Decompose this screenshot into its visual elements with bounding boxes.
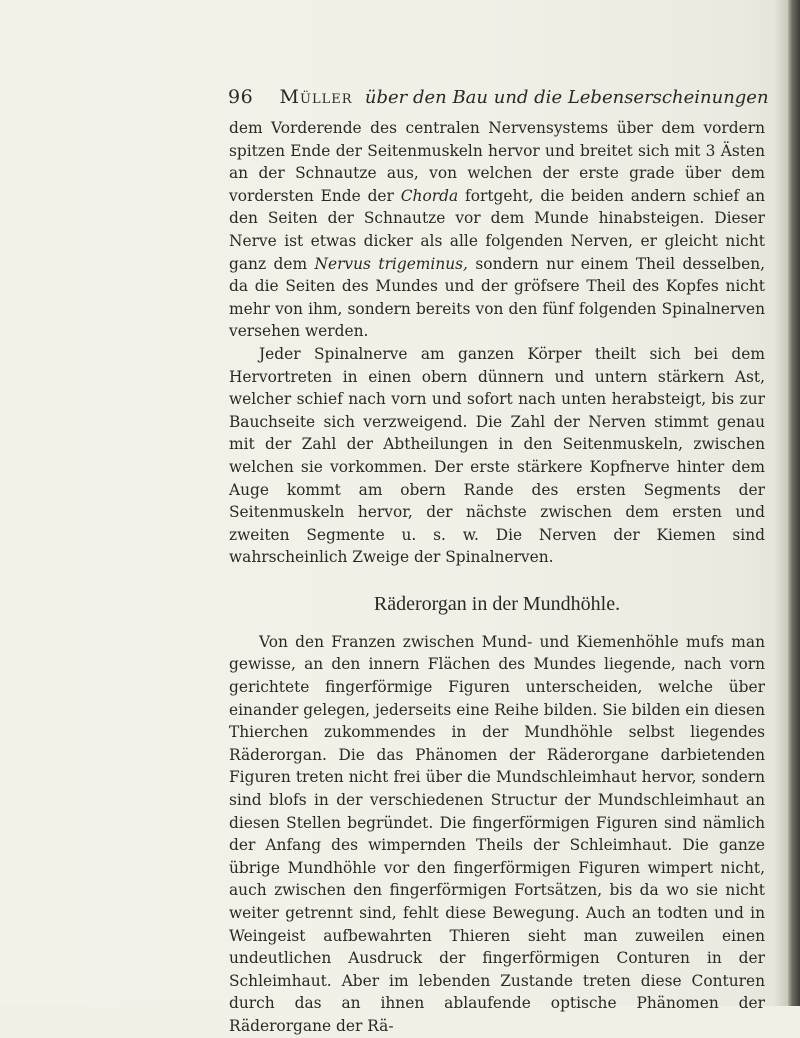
page-number: 96 bbox=[228, 86, 254, 108]
paragraph-1-text-c: sondern nur einem Theil desselben, da die Seiten des Mundes und der gröfsere Theil des Kopfes nicht mehr von ihm, sondern bereits von den fünf folgenden Spinalnerven versehen werden. bbox=[229, 254, 766, 341]
paragraph-1-emphasis-chorda: Chorda bbox=[400, 186, 459, 205]
body-text bbox=[229, 117, 765, 1038]
running-header-title: über den Bau und die Lebenserscheinungen bbox=[364, 87, 769, 108]
paragraph-1 bbox=[229, 117, 765, 343]
running-header bbox=[228, 84, 769, 112]
page-gutter-shadow bbox=[774, 0, 788, 1006]
section-heading: Räderorgan in der Mundhöhle. bbox=[373, 592, 621, 615]
paragraph-1-text-a: dem Vorderende des centralen Nervensystems über dem vordern spitzen Ende der Seitenmuskeln hervor und breitet sich mit 3 Ästen an der Schnautze aus, von welchen der erste grade über dem vordersten Ende der bbox=[229, 119, 765, 205]
paragraph-1-text-b: fortgeht, die beiden andern schief an den Seiten der Schnautze vor dem Munde hinabsteigen. Dieser Nerve ist etwas dicker als alle folgenden Nerven, er gleicht nicht ganz dem bbox=[229, 186, 765, 273]
paragraph-1-emphasis-nervus: Nervus trigeminus, bbox=[314, 254, 468, 273]
running-header-author: Müller bbox=[279, 86, 353, 108]
section-paragraph: Von den Franzen zwischen Mund- und Kiemenhöhle mufs man gewisse, an den innern Flächen des Mundes liegende, nach vorn gerichtete fingerförmige Figuren unterscheiden, welche über einander gelegen, jederseits eine Reihe bilden. Sie bilden ein diesen Thierchen zukommendes in der Mundhöhle selbst liegendes Räderorgan. Die das Phänomen der Räderorgane darbietenden Figuren treten nicht frei über die Mundschleimhaut hervor, sondern sind blofs in der verschiedenen Structur der Mundschleimhaut an diesen Stellen begründet. Die fingerförmigen Figuren sind nämlich der Anfang des wimpernden Theils der Schleimhaut. Die ganze übrige Mundhöhle vor den fingerförmigen Figuren wimpert nicht, auch zwischen den fingerförmigen Fortsätzen, bis da wo sie nicht weiter getrennt sind, fehlt diese Bewegung. Auch an todten und in Weingeist aufbewahrten Thieren sieht man zuweilen einen undeutlichen Ausdruck der fingerförmigen Conturen in der Schleimhaut. Aber im lebenden Zustande treten diese Conturen durch das an ihnen ablaufende optische Phänomen der Räderorgane der Rä- bbox=[229, 632, 765, 1035]
book-edge bbox=[788, 0, 800, 1006]
paragraph-2: Jeder Spinalnerve am ganzen Körper theilt sich bei dem Hervortreten in einen obern dünnern und untern stärkern Ast, welcher schief nach vorn und sofort nach unten herabsteigt, bis zur Bauchseite sich verzweigend. Die Zahl der Nerven stimmt genau mit der Zahl der Abtheilungen in den Seitenmuskeln, zwischen welchen sie vorkommen. Der erste stärkere Kopfnerve hinter dem Auge kommt am obern Rande des ersten Segments der Seitenmuskeln hervor, der nächste zwischen dem ersten und zweiten Segmente u. s. w. Die Nerven der Kiemen sind wahrscheinlich Zweige der Spinalnerven. bbox=[229, 344, 765, 567]
